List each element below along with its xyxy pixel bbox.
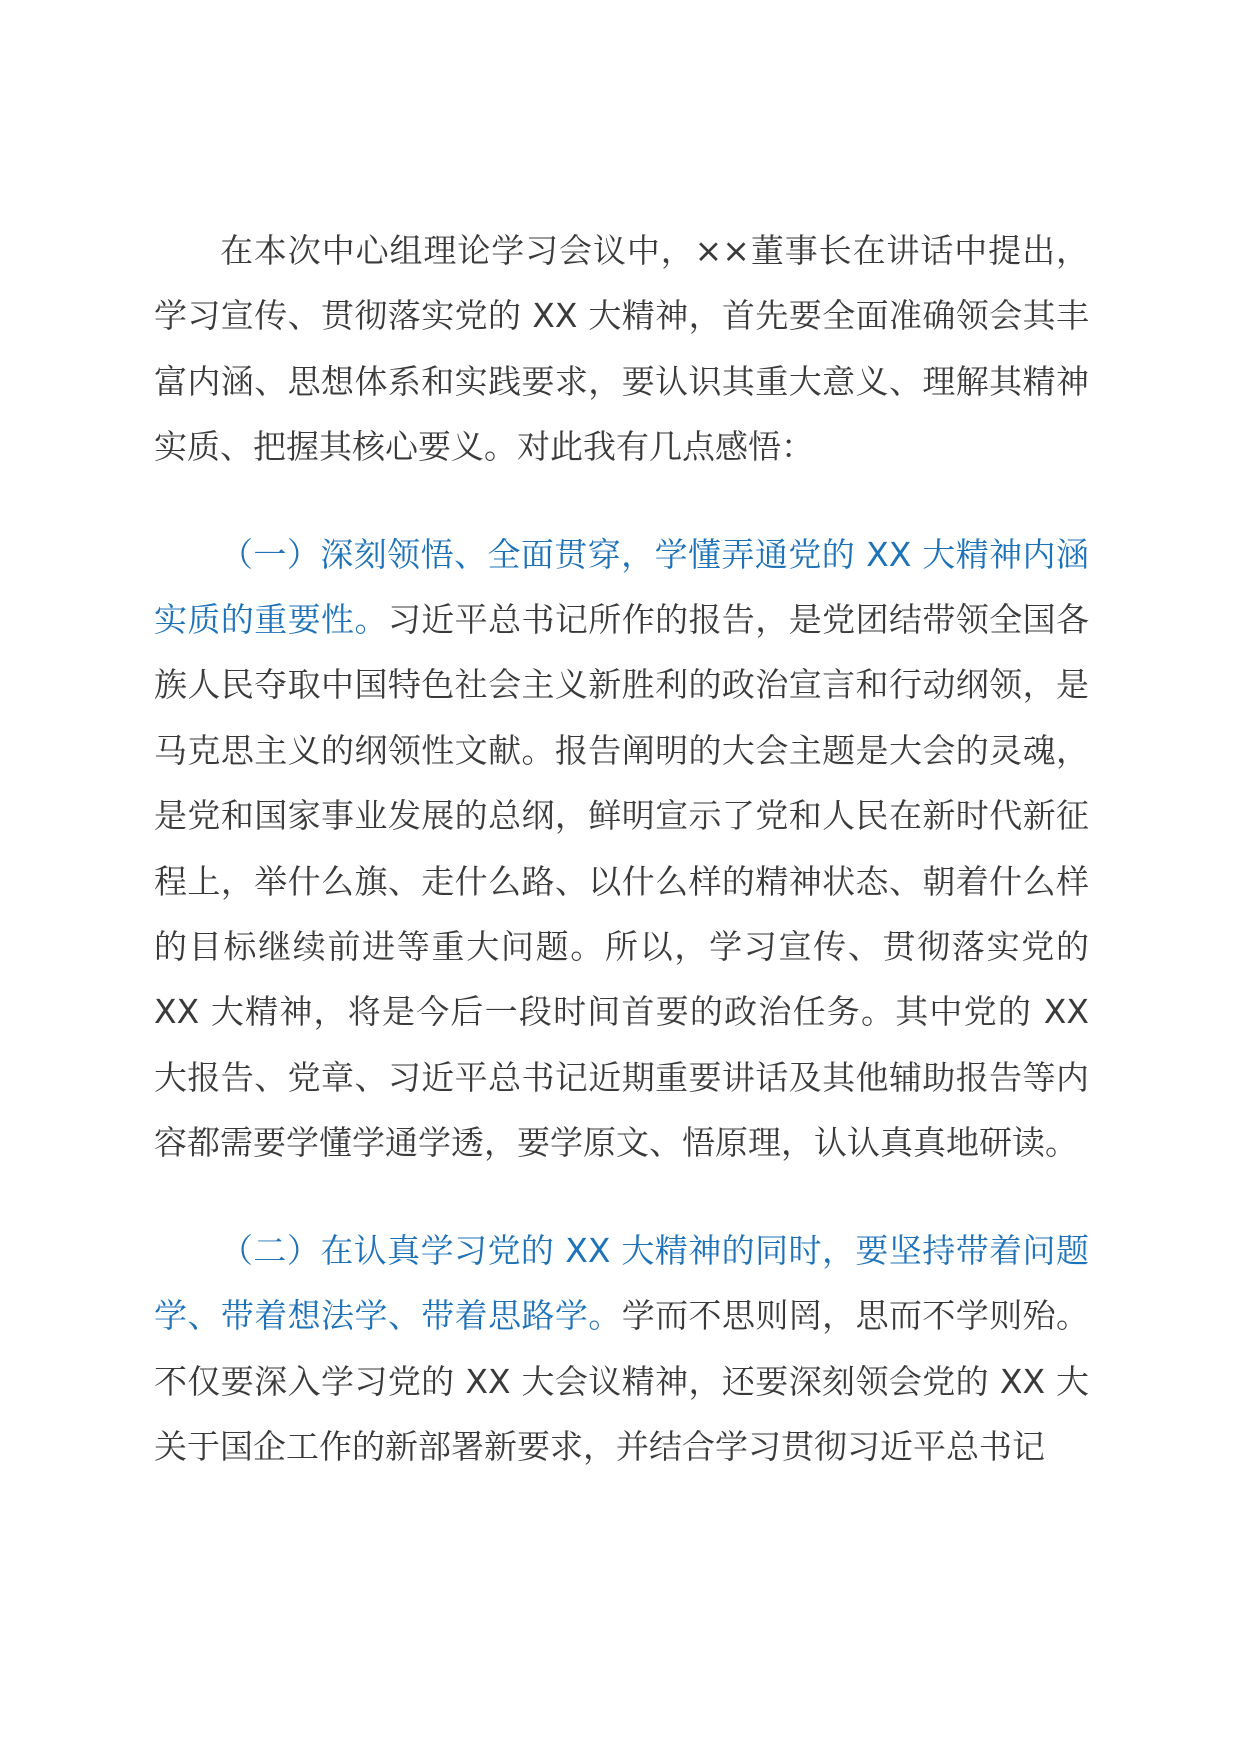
document-page — [154, 218, 1089, 1479]
section-two-body: 学而不思则罔，思而不学则殆。不仅要深入学习党的 XX 大会议精神，还要深刻领会党的 XX 大关于国企工作的新部署新要求，并结合学习贯彻习近平总书记 — [154, 1296, 1090, 1466]
section-two-paragraph — [154, 1218, 1089, 1480]
intro-paragraph — [154, 218, 1089, 480]
section-one-body: 习近平总书记所作的报告，是党团结带领全国各族人民夺取中国特色社会主义新胜利的政治宣言和行动纲领，是马克思主义的纲领性文献。报告阐明的大会主题是大会的灵魂，是党和国家事业发展的总纲，鲜明宣示了党和人民在新时代新征程上，举什么旗、走什么路、以什么样的精神状态、朝着什么样的目标继续前进等重大问题。所以，学习宣传、贯彻落实党的 XX 大精神，将是今后一段时间首要的政治任务。其中党的 XX 大报告、党章、习近平总书记近期重要讲话及其他辅助报告等内容都需要学懂学通学透，要学原文、悟原理，认认真真地研读。 — [154, 600, 1090, 1163]
section-two-heading: （二）在认真学习党的 XX 大精神的同时，要坚持带着问题学、带着想法学、带着思路学。 — [154, 1230, 1089, 1336]
section-one-paragraph — [154, 522, 1089, 1176]
intro-paragraph-text: 在本次中心组理论学习会议中，××董事长在讲话中提出，学习宣传、贯彻落实党的 XX 大精神，首先要全面准确领会其丰富内涵、思想体系和实践要求，要认识其重大意义、理解其精神实质、把握其核心要义。对此我有几点感悟： — [154, 231, 1089, 467]
section-one-heading: （一）深刻领悟、全面贯穿，学懂弄通党的 XX 大精神内涵实质的重要性。 — [154, 534, 1089, 640]
